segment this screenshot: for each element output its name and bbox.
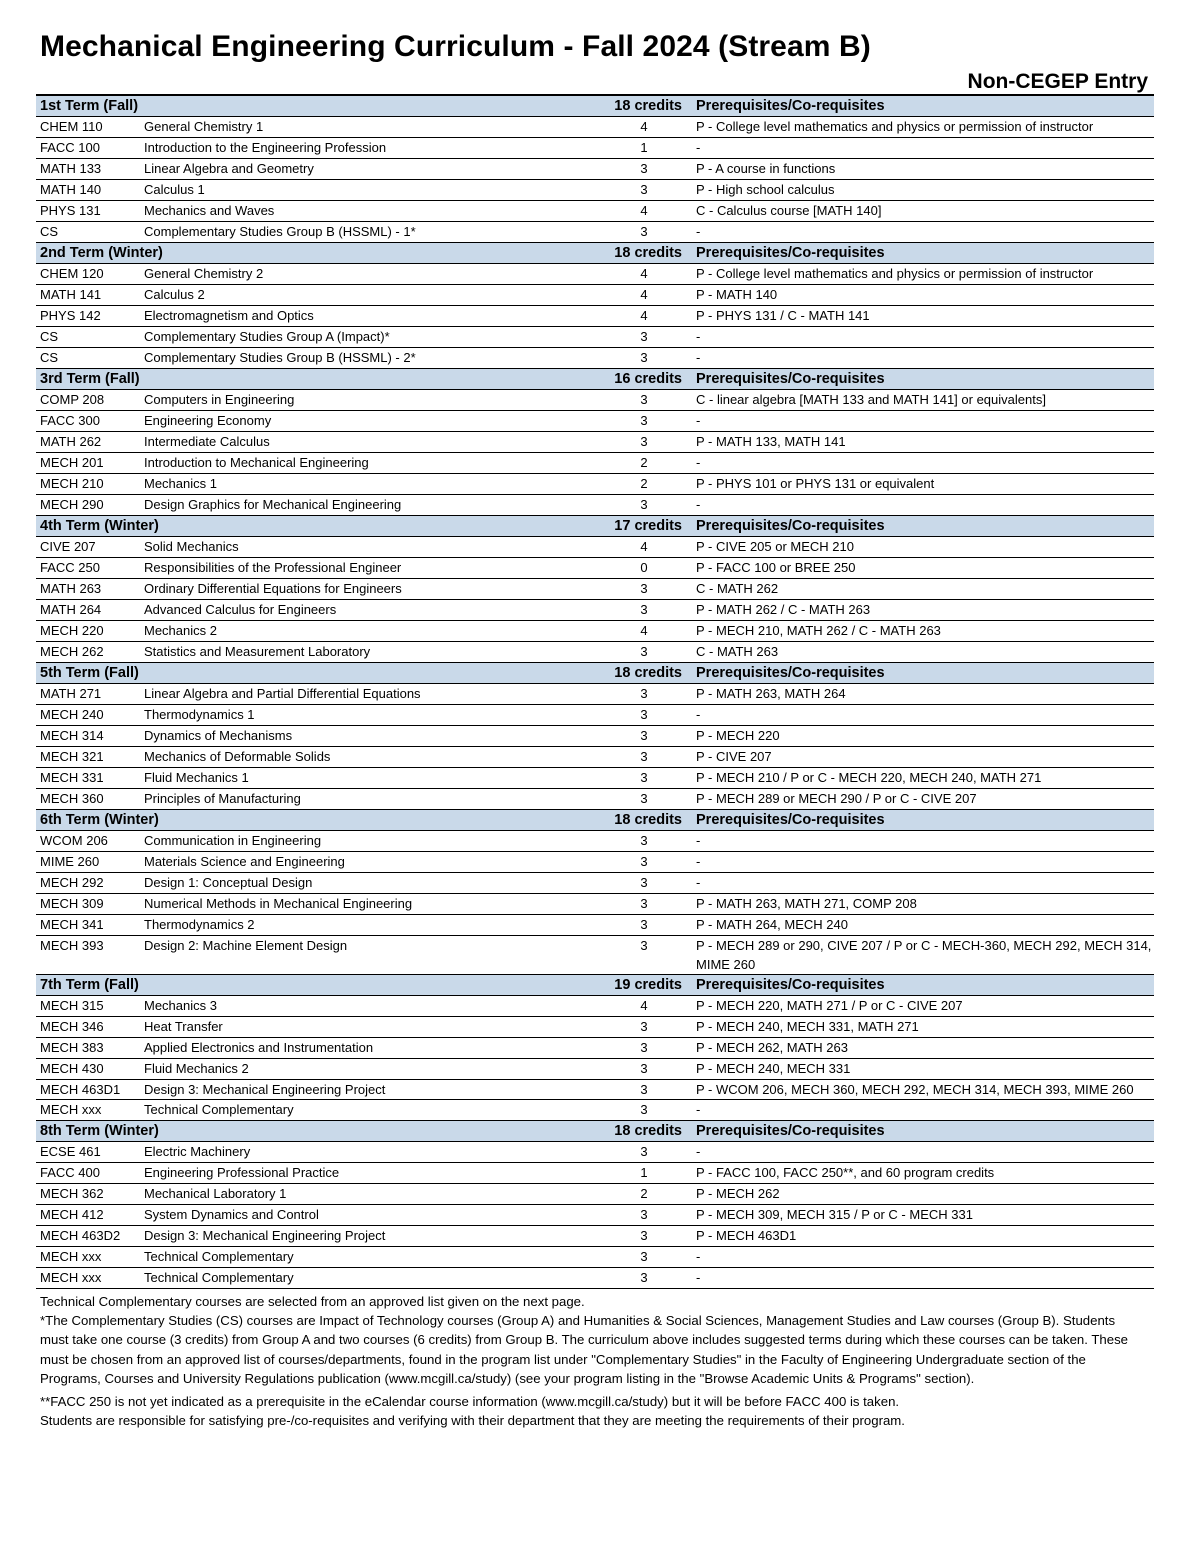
course-title: Mechanics 2 bbox=[144, 623, 217, 638]
course-credits: 3 bbox=[640, 728, 648, 743]
course-title: Design 3: Mechanical Engineering Project bbox=[144, 1228, 386, 1243]
course-credits: 0 bbox=[640, 560, 648, 575]
course-row bbox=[36, 1059, 1154, 1080]
course-code: MECH 240 bbox=[40, 707, 104, 722]
course-code: CS bbox=[40, 224, 59, 239]
course-code: MECH 346 bbox=[40, 1019, 104, 1034]
course-prereq: P - MECH 240, MECH 331 bbox=[696, 1061, 851, 1076]
course-credits: 3 bbox=[640, 896, 648, 911]
course-code: MECH 362 bbox=[40, 1186, 104, 1201]
term-credits: 18 credits bbox=[614, 812, 682, 828]
course-prereq: P - MATH 133, MATH 141 bbox=[696, 434, 846, 449]
course-credits: 3 bbox=[640, 1144, 648, 1159]
term-name: 4th Term (Winter) bbox=[40, 518, 159, 534]
course-credits: 3 bbox=[640, 917, 648, 932]
course-title: Numerical Methods in Mechanical Engineering bbox=[144, 896, 413, 911]
course-prereq: P - CIVE 207 bbox=[696, 749, 772, 764]
course-credits: 4 bbox=[640, 308, 648, 323]
course-title: Mechanics and Waves bbox=[144, 203, 275, 218]
course-title: Ordinary Differential Equations for Engineers bbox=[144, 581, 402, 596]
course-prereq: - bbox=[696, 224, 701, 239]
course-code: MATH 263 bbox=[40, 581, 102, 596]
course-credits: 3 bbox=[640, 1040, 648, 1055]
course-prereq: P - MECH 262, MATH 263 bbox=[696, 1040, 848, 1055]
term-prereq-header: Prerequisites/Co-requisites bbox=[696, 518, 885, 534]
course-credits: 2 bbox=[640, 476, 648, 491]
course-row bbox=[36, 264, 1154, 285]
course-prereq: - bbox=[696, 1144, 701, 1159]
course-prereq: P - PHYS 101 or PHYS 131 or equivalent bbox=[696, 476, 935, 491]
course-credits: 3 bbox=[640, 854, 648, 869]
course-prereq: - bbox=[696, 413, 701, 428]
course-credits: 3 bbox=[640, 749, 648, 764]
course-row bbox=[36, 873, 1154, 894]
course-title: Design 2: Machine Element Design bbox=[144, 938, 348, 953]
course-code: CHEM 120 bbox=[40, 266, 104, 281]
term-name: 7th Term (Fall) bbox=[40, 977, 139, 993]
course-code: MECH 220 bbox=[40, 623, 104, 638]
course-code: CS bbox=[40, 350, 59, 365]
course-row bbox=[36, 327, 1154, 348]
course-credits: 2 bbox=[640, 455, 648, 470]
course-code: MECH 292 bbox=[40, 875, 104, 890]
course-code: MECH 315 bbox=[40, 998, 104, 1013]
course-credits: 3 bbox=[640, 413, 648, 428]
course-title: General Chemistry 2 bbox=[144, 266, 264, 281]
term-credits: 19 credits bbox=[614, 977, 682, 993]
course-credits: 3 bbox=[640, 1228, 648, 1243]
course-prereq: P - WCOM 206, MECH 360, MECH 292, MECH 314, MECH 393, MIME 260 bbox=[696, 1082, 1134, 1097]
course-prereq: - bbox=[696, 497, 701, 512]
course-title: Electromagnetism and Optics bbox=[144, 308, 314, 323]
term-header bbox=[36, 516, 1154, 537]
course-prereq: - bbox=[696, 455, 701, 470]
course-row bbox=[36, 1142, 1154, 1163]
course-row bbox=[36, 453, 1154, 474]
term-credits: 17 credits bbox=[614, 518, 682, 534]
course-prereq: P - MECH 220 bbox=[696, 728, 780, 743]
curriculum-table bbox=[36, 94, 1154, 1289]
course-code: MECH 331 bbox=[40, 770, 104, 785]
course-prereq: - bbox=[696, 329, 701, 344]
course-title: Solid Mechanics bbox=[144, 539, 239, 554]
course-prereq: P - MATH 140 bbox=[696, 287, 778, 302]
course-code: MECH 290 bbox=[40, 497, 104, 512]
term-prereq-header: Prerequisites/Co-requisites bbox=[696, 371, 885, 387]
course-prereq: P - MECH 262 bbox=[696, 1186, 780, 1201]
course-row bbox=[36, 747, 1154, 768]
course-credits: 3 bbox=[640, 833, 648, 848]
course-code: MECH 383 bbox=[40, 1040, 104, 1055]
term-credits: 18 credits bbox=[614, 245, 682, 261]
term-name: 6th Term (Winter) bbox=[40, 812, 159, 828]
course-code: CS bbox=[40, 329, 59, 344]
course-credits: 3 bbox=[640, 224, 648, 239]
course-title: Principles of Manufacturing bbox=[144, 791, 301, 806]
course-title: Fluid Mechanics 1 bbox=[144, 770, 249, 785]
course-title: Computers in Engineering bbox=[144, 392, 295, 407]
course-prereq: - bbox=[696, 1249, 701, 1264]
term-prereq-header: Prerequisites/Co-requisites bbox=[696, 665, 885, 681]
course-row bbox=[36, 558, 1154, 579]
course-row bbox=[36, 348, 1154, 369]
course-prereq: - bbox=[696, 1102, 701, 1117]
course-row bbox=[36, 432, 1154, 453]
course-title: Engineering Professional Practice bbox=[144, 1165, 340, 1180]
course-prereq: C - MATH 263 bbox=[696, 644, 779, 659]
course-code: FACC 400 bbox=[40, 1165, 100, 1180]
course-code: MECH 463D1 bbox=[40, 1082, 121, 1097]
course-prereq: P - FACC 100 or BREE 250 bbox=[696, 560, 856, 575]
course-title: Introduction to Mechanical Engineering bbox=[144, 455, 369, 470]
course-prereq: P - MATH 263, MATH 271, COMP 208 bbox=[696, 896, 917, 911]
term-prereq-header: Prerequisites/Co-requisites bbox=[696, 245, 885, 261]
course-title: Thermodynamics 2 bbox=[144, 917, 255, 932]
course-title: Advanced Calculus for Engineers bbox=[144, 602, 337, 617]
term-name: 8th Term (Winter) bbox=[40, 1123, 159, 1139]
course-code: MECH 321 bbox=[40, 749, 104, 764]
term-header bbox=[36, 243, 1154, 264]
course-row bbox=[36, 1205, 1154, 1226]
course-code: PHYS 131 bbox=[40, 203, 101, 218]
course-row bbox=[36, 537, 1154, 558]
course-title: Linear Algebra and Geometry bbox=[144, 161, 314, 176]
course-credits: 3 bbox=[640, 644, 648, 659]
course-prereq: P - MATH 262 / C - MATH 263 bbox=[696, 602, 871, 617]
course-title: Electric Machinery bbox=[144, 1144, 251, 1159]
course-title: Complementary Studies Group B (HSSML) - 2* bbox=[144, 350, 416, 365]
course-prereq: - bbox=[696, 854, 701, 869]
course-prereq: - bbox=[696, 833, 701, 848]
course-credits: 3 bbox=[640, 161, 648, 176]
course-title: Mechanics of Deformable Solids bbox=[144, 749, 331, 764]
term-prereq-header: Prerequisites/Co-requisites bbox=[696, 812, 885, 828]
course-row bbox=[36, 1038, 1154, 1059]
course-prereq: P - MECH 309, MECH 315 / P or C - MECH 331 bbox=[696, 1207, 973, 1222]
course-row bbox=[36, 474, 1154, 495]
course-code: MECH 360 bbox=[40, 791, 104, 806]
course-title: Technical Complementary bbox=[144, 1249, 294, 1264]
course-prereq: - bbox=[696, 350, 701, 365]
course-credits: 3 bbox=[640, 1061, 648, 1076]
course-prereq: P - FACC 100, FACC 250**, and 60 program credits bbox=[696, 1165, 995, 1180]
course-credits: 3 bbox=[640, 686, 648, 701]
course-title: Calculus 1 bbox=[144, 182, 205, 197]
course-row bbox=[36, 495, 1154, 516]
course-code: ECSE 461 bbox=[40, 1144, 101, 1159]
course-credits: 1 bbox=[640, 1165, 648, 1180]
course-row bbox=[36, 1184, 1154, 1205]
note-technical-complementary: Technical Complementary courses are selected from an approved list given on the next page. bbox=[40, 1294, 585, 1309]
course-row bbox=[36, 222, 1154, 243]
course-code: MATH 133 bbox=[40, 161, 102, 176]
term-name: 5th Term (Fall) bbox=[40, 665, 139, 681]
course-row bbox=[36, 600, 1154, 621]
course-credits: 4 bbox=[640, 203, 648, 218]
course-prereq: P - MECH 210 / P or C - MECH 220, MECH 240, MATH 271 bbox=[696, 770, 1042, 785]
course-code: MECH xxx bbox=[40, 1249, 102, 1264]
course-code: PHYS 142 bbox=[40, 308, 101, 323]
course-row bbox=[36, 705, 1154, 726]
course-prereq: C - MATH 262 bbox=[696, 581, 779, 596]
course-title: Materials Science and Engineering bbox=[144, 854, 345, 869]
course-row bbox=[36, 180, 1154, 201]
course-title: Calculus 2 bbox=[144, 287, 205, 302]
course-title: Technical Complementary bbox=[144, 1102, 294, 1117]
course-code: MECH xxx bbox=[40, 1270, 102, 1285]
course-prereq: P - A course in functions bbox=[696, 161, 836, 176]
course-code: MECH 412 bbox=[40, 1207, 104, 1222]
course-credits: 3 bbox=[640, 1207, 648, 1222]
page-title: Mechanical Engineering Curriculum - Fall 2024 (Stream B) bbox=[40, 30, 871, 63]
course-code: MECH 210 bbox=[40, 476, 104, 491]
course-code: MECH 314 bbox=[40, 728, 104, 743]
course-prereq: P - MATH 264, MECH 240 bbox=[696, 917, 848, 932]
term-prereq-header: Prerequisites/Co-requisites bbox=[696, 1123, 885, 1139]
note-responsibility: Students are responsible for satisfying pre-/co-requisites and verifying with their department that they are meeting the requirements of their program. bbox=[40, 1413, 905, 1429]
course-row bbox=[36, 1226, 1154, 1247]
course-credits: 2 bbox=[640, 1186, 648, 1201]
course-code: COMP 208 bbox=[40, 392, 105, 407]
course-code: MIME 260 bbox=[40, 854, 100, 869]
course-prereq: P - MECH 240, MECH 331, MATH 271 bbox=[696, 1019, 919, 1034]
course-code: MECH 309 bbox=[40, 896, 104, 911]
course-credits: 3 bbox=[640, 1102, 648, 1117]
course-credits: 3 bbox=[640, 182, 648, 197]
course-title: Statistics and Measurement Laboratory bbox=[144, 644, 371, 659]
course-row bbox=[36, 159, 1154, 180]
course-credits: 3 bbox=[640, 350, 648, 365]
course-credits: 3 bbox=[640, 392, 648, 407]
course-title: Technical Complementary bbox=[144, 1270, 294, 1285]
course-credits: 3 bbox=[640, 791, 648, 806]
page-subtitle: Non-CEGEP Entry bbox=[967, 70, 1148, 93]
course-row bbox=[36, 789, 1154, 810]
term-credits: 18 credits bbox=[614, 98, 682, 114]
course-code: MECH xxx bbox=[40, 1102, 102, 1117]
course-title: Applied Electronics and Instrumentation bbox=[144, 1040, 374, 1055]
course-code: MECH 463D2 bbox=[40, 1228, 121, 1243]
course-row bbox=[36, 306, 1154, 327]
course-row bbox=[36, 936, 1154, 975]
course-credits: 3 bbox=[640, 770, 648, 785]
course-row bbox=[36, 411, 1154, 432]
course-prereq: P - High school calculus bbox=[696, 182, 835, 197]
course-code: MECH 341 bbox=[40, 917, 104, 932]
course-code: MATH 140 bbox=[40, 182, 102, 197]
course-credits: 4 bbox=[640, 998, 648, 1013]
term-prereq-header: Prerequisites/Co-requisites bbox=[696, 98, 885, 114]
course-credits: 3 bbox=[640, 1249, 648, 1264]
term-header bbox=[36, 810, 1154, 831]
course-title: System Dynamics and Control bbox=[144, 1207, 319, 1222]
course-credits: 3 bbox=[640, 707, 648, 722]
course-title: Fluid Mechanics 2 bbox=[144, 1061, 249, 1076]
note-complementary-studies: *The Complementary Studies (CS) courses are Impact of Technology courses (Group A) and Humanities & Social Sciences, Management Studies and Law courses (Group B). Students must take one course (3 credits) from Group A and two courses (6 credits) from Group B. The curriculum above includes suggested terms during which these courses can be taken. These must be chosen from an approved list of courses/departments, found in the program list under "Complementary Studies" in the Faculty of Engineering Undergraduate section of the Programs, Courses and University Regulations publication (www.mcgill.ca/study) (see your program listing in the "Browse Academic Units & Programs" section). bbox=[40, 1313, 1128, 1386]
course-credits: 4 bbox=[640, 266, 648, 281]
course-title: Design 1: Conceptual Design bbox=[144, 875, 313, 890]
course-credits: 4 bbox=[640, 119, 648, 134]
course-title: Complementary Studies Group B (HSSML) - 1* bbox=[144, 224, 416, 239]
course-code: FACC 100 bbox=[40, 140, 100, 155]
course-code: MATH 262 bbox=[40, 434, 102, 449]
course-row bbox=[36, 1268, 1154, 1289]
course-title: Engineering Economy bbox=[144, 413, 272, 428]
course-credits: 4 bbox=[640, 287, 648, 302]
term-header bbox=[36, 975, 1154, 996]
course-row bbox=[36, 621, 1154, 642]
term-name: 3rd Term (Fall) bbox=[40, 371, 140, 387]
course-prereq: P - MECH 289 or MECH 290 / P or C - CIVE 207 bbox=[696, 791, 977, 806]
term-prereq-header: Prerequisites/Co-requisites bbox=[696, 977, 885, 993]
term-credits: 18 credits bbox=[614, 1123, 682, 1139]
course-credits: 3 bbox=[640, 497, 648, 512]
course-row bbox=[36, 915, 1154, 936]
course-title: Communication in Engineering bbox=[144, 833, 322, 848]
course-title: Heat Transfer bbox=[144, 1019, 223, 1034]
course-code: WCOM 206 bbox=[40, 833, 108, 848]
course-row bbox=[36, 285, 1154, 306]
term-header bbox=[36, 1121, 1154, 1142]
course-row bbox=[36, 852, 1154, 873]
course-code: FACC 250 bbox=[40, 560, 100, 575]
course-prereq: - bbox=[696, 140, 701, 155]
term-name: 1st Term (Fall) bbox=[40, 98, 139, 114]
course-prereq: P - College level mathematics and physics or permission of instructor bbox=[696, 119, 1094, 134]
course-prereq: P - CIVE 205 or MECH 210 bbox=[696, 539, 854, 554]
term-header bbox=[36, 369, 1154, 390]
term-header bbox=[36, 663, 1154, 684]
course-credits: 4 bbox=[640, 623, 648, 638]
course-row bbox=[36, 642, 1154, 663]
course-prereq: C - linear algebra [MATH 133 and MATH 141] or equivalents] bbox=[696, 392, 1046, 407]
course-row bbox=[36, 138, 1154, 159]
course-credits: 3 bbox=[640, 1082, 648, 1097]
course-prereq: P - PHYS 131 / C - MATH 141 bbox=[696, 308, 870, 323]
course-code: MATH 271 bbox=[40, 686, 102, 701]
course-credits: 3 bbox=[640, 1270, 648, 1285]
course-code: MATH 264 bbox=[40, 602, 102, 617]
course-prereq: - bbox=[696, 875, 701, 890]
course-row bbox=[36, 117, 1154, 138]
course-code: MECH 201 bbox=[40, 455, 104, 470]
course-title: Introduction to the Engineering Profession bbox=[144, 140, 387, 155]
term-credits: 16 credits bbox=[614, 371, 682, 387]
course-row bbox=[36, 1163, 1154, 1184]
course-row bbox=[36, 1247, 1154, 1268]
course-prereq: P - College level mathematics and physics or permission of instructor bbox=[696, 266, 1094, 281]
course-title: Mechanical Laboratory 1 bbox=[144, 1186, 287, 1201]
course-row bbox=[36, 831, 1154, 852]
course-row bbox=[36, 579, 1154, 600]
note-facc-250: **FACC 250 is not yet indicated as a prerequisite in the eCalendar course information (www.mcgill.ca/study) but it will be before FACC 400 is taken. bbox=[40, 1394, 900, 1410]
course-code: CHEM 110 bbox=[40, 119, 103, 134]
course-credits: 3 bbox=[640, 581, 648, 596]
course-row bbox=[36, 726, 1154, 747]
course-title: Design Graphics for Mechanical Engineering bbox=[144, 497, 402, 512]
course-prereq: - bbox=[696, 1270, 701, 1285]
course-prereq: - bbox=[696, 707, 701, 722]
course-code: CIVE 207 bbox=[40, 539, 96, 554]
course-row bbox=[36, 996, 1154, 1017]
term-credits: 18 credits bbox=[614, 665, 682, 681]
course-credits: 4 bbox=[640, 539, 648, 554]
course-prereq: P - MECH 220, MATH 271 / P or C - CIVE 207 bbox=[696, 998, 963, 1013]
term-header bbox=[36, 96, 1154, 117]
course-credits: 3 bbox=[640, 329, 648, 344]
footnotes bbox=[40, 1292, 1140, 1430]
course-credits: 3 bbox=[640, 938, 648, 953]
course-row bbox=[36, 1017, 1154, 1038]
course-prereq: C - Calculus course [MATH 140] bbox=[696, 203, 882, 218]
course-credits: 1 bbox=[640, 140, 648, 155]
course-title: Intermediate Calculus bbox=[144, 434, 270, 449]
course-title: Linear Algebra and Partial Differential Equations bbox=[144, 686, 421, 701]
course-code: MATH 141 bbox=[40, 287, 102, 302]
course-code: MECH 430 bbox=[40, 1061, 104, 1076]
course-prereq: P - MATH 263, MATH 264 bbox=[696, 686, 846, 701]
course-prereq: P - MECH 463D1 bbox=[696, 1228, 797, 1243]
course-row bbox=[36, 894, 1154, 915]
course-title: Thermodynamics 1 bbox=[144, 707, 255, 722]
course-title: Complementary Studies Group A (Impact)* bbox=[144, 329, 390, 344]
course-credits: 3 bbox=[640, 602, 648, 617]
course-row bbox=[36, 768, 1154, 789]
course-row bbox=[36, 1080, 1154, 1100]
course-row bbox=[36, 390, 1154, 411]
course-code: MECH 262 bbox=[40, 644, 104, 659]
course-title: Mechanics 1 bbox=[144, 476, 217, 491]
course-prereq: P - MECH 210, MATH 262 / C - MATH 263 bbox=[696, 623, 941, 638]
course-title: General Chemistry 1 bbox=[144, 119, 264, 134]
course-row bbox=[36, 684, 1154, 705]
course-title: Dynamics of Mechanisms bbox=[144, 728, 293, 743]
course-title: Mechanics 3 bbox=[144, 998, 217, 1013]
term-name: 2nd Term (Winter) bbox=[40, 245, 163, 261]
course-code: FACC 300 bbox=[40, 413, 100, 428]
course-title: Responsibilities of the Professional Engineer bbox=[144, 560, 402, 575]
course-row bbox=[36, 201, 1154, 222]
course-credits: 3 bbox=[640, 875, 648, 890]
course-title: Design 3: Mechanical Engineering Project bbox=[144, 1082, 386, 1097]
course-credits: 3 bbox=[640, 434, 648, 449]
course-row bbox=[36, 1100, 1154, 1121]
course-prereq: P - MECH 289 or 290, CIVE 207 / P or C - MECH-360, MECH 292, MECH 314, MIME 260 bbox=[696, 938, 1152, 972]
course-credits: 3 bbox=[640, 1019, 648, 1034]
course-code: MECH 393 bbox=[40, 938, 104, 953]
